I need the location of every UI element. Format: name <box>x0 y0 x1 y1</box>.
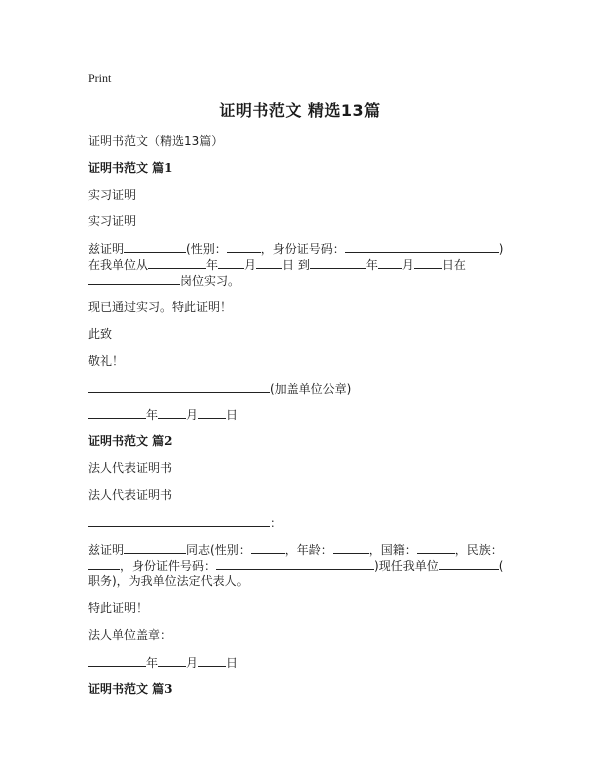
section-2-paragraph-5: 法人单位盖章： <box>88 628 173 642</box>
text: ，年龄： <box>284 543 333 557</box>
section-2-paragraph-4: 特此证明！ <box>88 601 149 615</box>
text: ： <box>270 516 283 530</box>
section-3-heading: 证明书范文 篇3 <box>88 682 173 696</box>
document-title: 证明书范文 精选13篇 <box>219 101 381 120</box>
print-label[interactable]: Print <box>88 71 112 85</box>
text: 日 <box>226 656 239 670</box>
text: 年 <box>206 258 219 272</box>
blank-end-day[interactable] <box>414 256 442 269</box>
text: ) <box>498 242 504 256</box>
blank-date-year[interactable] <box>88 654 146 667</box>
text: 月 <box>401 258 414 272</box>
blank-name[interactable] <box>124 541 186 554</box>
blank-start-year[interactable] <box>148 256 206 269</box>
section-1-closing-2: 敬礼！ <box>88 354 125 368</box>
section-2-company-line <box>88 514 282 531</box>
blank-date-month[interactable] <box>158 654 186 667</box>
text: 月 <box>186 656 199 670</box>
blank-date-day[interactable] <box>198 654 226 667</box>
section-1-heading: 证明书范文 篇1 <box>88 161 173 175</box>
blank-id-number[interactable] <box>345 240 499 253</box>
section-1-date-line <box>88 406 238 423</box>
blank-start-month[interactable] <box>218 256 244 269</box>
text: 兹证明 <box>88 242 125 256</box>
text: 月 <box>244 258 257 272</box>
blank-ethnicity[interactable] <box>88 557 120 570</box>
section-2-line-1: 法人代表证明书 <box>88 461 173 475</box>
text: 年 <box>146 408 159 422</box>
blank-name[interactable] <box>124 240 186 253</box>
blank-id-number[interactable] <box>216 557 374 570</box>
blank-position[interactable] <box>88 272 180 285</box>
text: )现任我单位 <box>374 559 439 573</box>
blank-end-month[interactable] <box>378 256 402 269</box>
text: 岗位实习。 <box>180 274 241 288</box>
text: ( <box>498 559 504 573</box>
section-1-line-1: 实习证明 <box>88 188 137 202</box>
blank-position[interactable] <box>439 557 499 570</box>
blank-nationality[interactable] <box>417 541 455 554</box>
section-1-paragraph-1 <box>88 240 503 257</box>
section-1-paragraph-3 <box>88 272 240 289</box>
text: 年 <box>146 656 159 670</box>
section-2-paragraph-3: 职务)，为我单位法定代表人。 <box>88 574 249 588</box>
text: 在我单位从 <box>88 258 149 272</box>
text: ，国籍： <box>368 543 417 557</box>
intro-line: 证明书范文（精选13篇） <box>88 134 224 148</box>
text: 日在 <box>441 258 466 272</box>
text: 月 <box>186 408 199 422</box>
text: ，民族： <box>454 543 503 557</box>
section-1-closing-1: 此致 <box>88 327 113 341</box>
text: 兹证明 <box>88 543 125 557</box>
section-1-seal-line <box>88 380 351 397</box>
blank-gender[interactable] <box>227 240 261 253</box>
text: (性别： <box>186 242 227 256</box>
text: 同志(性别： <box>186 543 251 557</box>
text: 年 <box>365 258 378 272</box>
text: 日 <box>226 408 239 422</box>
section-2-paragraph-2 <box>88 557 503 574</box>
text: ，身份证件号码： <box>120 559 217 573</box>
blank-start-day[interactable] <box>256 256 282 269</box>
blank-date-day[interactable] <box>198 406 226 419</box>
text: ，身份证号码： <box>260 242 345 256</box>
section-2-line-2: 法人代表证明书 <box>88 488 173 502</box>
blank-seal[interactable] <box>88 380 270 393</box>
text: (加盖单位公章) <box>270 382 352 396</box>
blank-company[interactable] <box>88 514 270 527</box>
section-1-paragraph-4: 现已通过实习。特此证明！ <box>88 300 233 314</box>
section-1-line-2: 实习证明 <box>88 214 137 228</box>
text: 日 到 <box>282 258 310 272</box>
blank-end-year[interactable] <box>310 256 366 269</box>
blank-date-year[interactable] <box>88 406 146 419</box>
blank-age[interactable] <box>333 541 369 554</box>
section-1-paragraph-2 <box>88 256 466 273</box>
section-2-heading: 证明书范文 篇2 <box>88 434 173 448</box>
section-2-date-line <box>88 654 238 671</box>
section-2-paragraph-1 <box>88 541 503 558</box>
blank-gender[interactable] <box>251 541 285 554</box>
blank-date-month[interactable] <box>158 406 186 419</box>
